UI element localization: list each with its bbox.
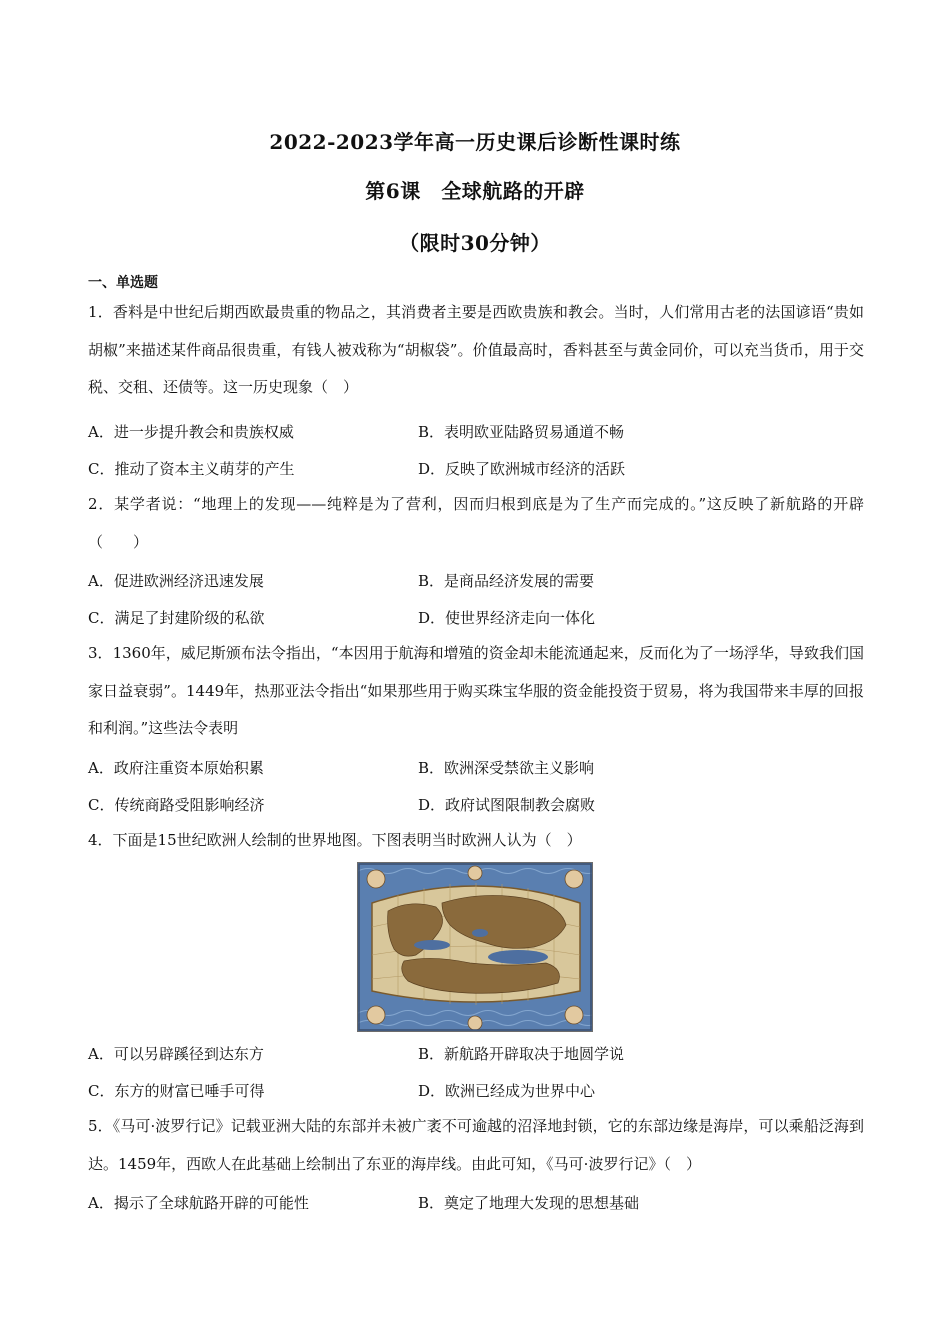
question-1-option-b[interactable]: B．表明欧亚陆路贸易通道不畅 (418, 423, 625, 441)
question-1-option-c[interactable]: C．推动了资本主义萌芽的产生 (88, 460, 295, 478)
question-1-option-d[interactable]: D．反映了欧洲城市经济的活跃 (418, 460, 626, 478)
question-5-stem: 5．《马可·波罗行记》记载亚洲大陆的东部并未被广袤不可逾越的沼泽地封锁，它的东部边缘是海岸，可以乘船泛海到达。1459年，西欧人在此基础上绘制出了东亚的海岸线。由此可知，《马可·波罗行记》（ ） (88, 1117, 864, 1173)
question-2-option-c[interactable]: C．满足了封建阶级的私欲 (88, 609, 265, 627)
question-3-option-d[interactable]: D．政府试图限制教会腐败 (418, 796, 596, 814)
question-4-option-b[interactable]: B．新航路开辟取决于地圆学说 (418, 1045, 625, 1063)
ptolemy-world-map-image (357, 862, 593, 1032)
question-3-stem: 3．1360年，威尼斯颁布法令指出，“本因用于航海和增殖的资金却未能流通起来，反而化为了一场浮华，导致我们国家日益衰弱”。1449年，热那亚法令指出“如果那些用于购买珠宝华服的资金能投资于贸易，将为我国带来丰厚的回报和利润。”这些法令表明 (88, 644, 864, 737)
question-5-option-b[interactable]: B．奠定了地理大发现的思想基础 (418, 1194, 640, 1212)
question-3-option-c[interactable]: C．传统商路受阻影响经济 (88, 796, 265, 814)
question-4-option-c[interactable]: C．东方的财富已唾手可得 (88, 1082, 265, 1100)
question-2-option-b[interactable]: B．是商品经济发展的需要 (418, 572, 595, 590)
question-1-option-a[interactable]: A．进一步提升教会和贵族权威 (88, 423, 294, 441)
question-1-stem: 1．香料是中世纪后期西欧最贵重的物品之，其消费者主要是西欧贵族和教会。当时，人们常用古老的法国谚语“贵如胡椒”来描述某件商品很贵重，有钱人被戏称为“胡椒袋”。价值最高时，香料甚至与黄金同价，可以充当货币，用于交税、交租、还债等。这一历史现象（ ） (88, 303, 864, 396)
world-map-illustration (358, 863, 592, 1031)
time-limit: （限时30分钟） (399, 231, 551, 255)
lesson-title: 第6课 全球航路的开辟 (365, 179, 585, 203)
question-4-option-a[interactable]: A．可以另辟蹊径到达东方 (88, 1045, 264, 1063)
document-title: 2022-2023学年高一历史课后诊断性课时练 (269, 130, 681, 154)
question-4-stem: 4．下面是15世纪欧洲人绘制的世界地图。下图表明当时欧洲人认为（ ） (88, 831, 582, 849)
question-4-option-d[interactable]: D．欧洲已经成为世界中心 (418, 1082, 596, 1100)
question-5-option-a[interactable]: A．揭示了全球航路开辟的可能性 (88, 1194, 309, 1212)
question-2-stem: 2．某学者说：“地理上的发现——纯粹是为了营利，因而归根到底是为了生产而完成的。”这反映了新航路的开辟（ ） (88, 495, 864, 551)
question-3-option-a[interactable]: A．政府注重资本原始积累 (88, 759, 264, 777)
question-2-option-a[interactable]: A．促进欧洲经济迅速发展 (88, 572, 264, 590)
section-heading: 一、单选题 (88, 275, 158, 291)
question-2-option-d[interactable]: D．使世界经济走向一体化 (418, 609, 596, 627)
question-3-option-b[interactable]: B．欧洲深受禁欲主义影响 (418, 759, 595, 777)
